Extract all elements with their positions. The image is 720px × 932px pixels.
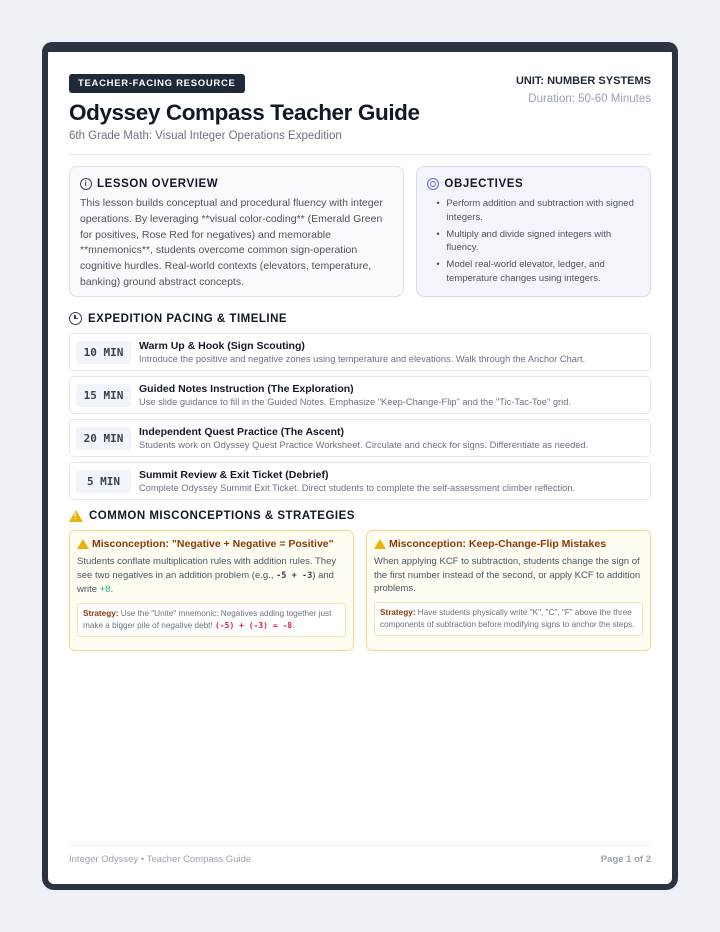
- header-meta: [516, 75, 651, 105]
- body-text: ) and write: [77, 569, 334, 595]
- misconception-title: Misconception: "Negative + Negative = Positive": [92, 538, 334, 550]
- lesson-overview-title: LESSON OVERVIEW: [97, 178, 219, 190]
- objectives-title: OBJECTIVES: [444, 178, 524, 190]
- strategy-label: Strategy:: [83, 608, 119, 618]
- lesson-overview-card: [69, 166, 404, 297]
- misconception-heading: [77, 538, 346, 550]
- pacing-item: [69, 376, 651, 414]
- page-title: Odyssey Compass Teacher Guide: [69, 100, 420, 125]
- misconception-card-1: [69, 530, 354, 651]
- pacing-text: [139, 340, 585, 364]
- objectives-heading: [427, 178, 640, 190]
- misconception-title: Misconception: Keep-Change-Flip Mistakes: [389, 538, 607, 550]
- objective-item: • Perform addition and subtraction with signed integers.: [436, 197, 640, 224]
- target-icon: [427, 178, 439, 190]
- strategy-label: Strategy:: [380, 607, 416, 617]
- pacing-list: [69, 333, 651, 500]
- body-text: .: [110, 584, 114, 595]
- pacing-text: [139, 426, 588, 450]
- pacing-item-title: Summit Review & Exit Ticket (Debrief): [139, 469, 329, 481]
- misconceptions-heading: [69, 510, 651, 522]
- misconception-heading: [374, 538, 643, 550]
- clock-icon: [69, 312, 82, 325]
- pacing-item-title: Independent Quest Practice (The Ascent): [139, 426, 344, 438]
- objectives-list: [427, 197, 640, 285]
- misconception-body: When applying KCF to subtraction, students change the sign of the first number instead of the second, or apply KCF to addition problems.: [374, 556, 641, 594]
- warning-icon: !: [69, 510, 83, 522]
- strategy-end: .: [292, 620, 295, 630]
- duration-label: Duration: 50-60 Minutes: [528, 93, 651, 105]
- pacing-item: [69, 333, 651, 371]
- header: [69, 73, 651, 142]
- warning-icon: [77, 539, 89, 549]
- page-number: Page 1 of 2: [600, 854, 651, 865]
- code-example: -5 + -3: [276, 570, 313, 581]
- strategy-text: Have students physically write "K", "C", "F" above the three components of subtraction before modifying signs to anchor the steps.: [380, 607, 635, 629]
- page-frame: [42, 42, 678, 890]
- objectives-card: [416, 166, 651, 297]
- footer-title: Integer Odyssey • Teacher Compass Guide: [69, 854, 252, 865]
- unit-label: UNIT: NUMBER SYSTEMS: [515, 75, 651, 87]
- time-pill: 20 MIN: [76, 427, 131, 450]
- lesson-overview-text: This lesson builds conceptual and procedural fluency with integer operations. By leveraging **visual color-coding** (Emerald Green for positives, Rose Red for negatives) and memorable **mnemonics**, students overcome common sign-operation cognitive hurdles. Real-world contexts (elevators, temperature, banking) ground abstract concepts.: [80, 197, 383, 288]
- time-pill: 5 MIN: [76, 470, 131, 493]
- objective-item: • Model real-world elevator, ledger, and temperature changes using integers.: [436, 258, 640, 285]
- body-text: Students conflate multiplication rules with addition rules. They see two negatives in an addition problem (e.g.,: [77, 556, 337, 581]
- header-divider: [69, 154, 651, 155]
- pacing-item: [69, 419, 651, 457]
- overview-row: [69, 166, 651, 297]
- pacing-text: [139, 383, 571, 407]
- warning-icon: [374, 539, 386, 549]
- page-subtitle: 6th Grade Math: Visual Integer Operations Expedition: [69, 130, 342, 142]
- info-icon: i: [80, 178, 92, 190]
- misconceptions-row: [69, 530, 651, 651]
- pacing-item-desc: Introduce the positive and negative zones using temperature and elevations. Walk through the Anchor Chart.: [139, 354, 586, 364]
- strategy-box: [77, 603, 346, 638]
- strategy-code: (-5) + (-3) = -8: [215, 620, 293, 630]
- pacing-item: [69, 462, 651, 500]
- pacing-title: EXPEDITION PACING & TIMELINE: [88, 312, 288, 325]
- pacing-item-desc: Complete Odyssey Summit Exit Ticket. Direct students to complete the self-assessment climber reflection.: [139, 483, 576, 493]
- lesson-overview-heading: [80, 178, 393, 190]
- pacing-item-title: Warm Up & Hook (Sign Scouting): [139, 340, 305, 352]
- misconception-card-2: [366, 530, 651, 651]
- misconceptions-title: COMMON MISCONCEPTIONS & STRATEGIES: [89, 510, 355, 522]
- pacing-item-desc: Students work on Odyssey Quest Practice Worksheet. Circulate and check for signs. Differentiate as needed.: [139, 440, 589, 450]
- resource-badge: TEACHER-FACING RESOURCE: [69, 74, 245, 93]
- page-content: [69, 73, 651, 651]
- pacing-heading: [69, 312, 651, 325]
- misconception-body: [77, 555, 346, 597]
- strategy-text: Use the "Unite" mnemonic: Negatives adding together just make a bigger pile of negative debt!: [83, 608, 332, 630]
- pacing-item-title: Guided Notes Instruction (The Exploration): [139, 383, 354, 395]
- positive-value: +8: [99, 584, 111, 595]
- pacing-item-desc: Use slide guidance to fill in the Guided Notes. Emphasize "Keep-Change-Flip" and the "Tic-Tac-Toe" grid.: [139, 397, 571, 407]
- strategy-box: [374, 602, 643, 637]
- page-footer: [69, 845, 651, 865]
- time-pill: 10 MIN: [76, 341, 131, 364]
- pacing-text: [139, 469, 575, 493]
- objective-item: • Multiply and divide signed integers with fluency.: [436, 228, 640, 255]
- time-pill: 15 MIN: [76, 384, 131, 407]
